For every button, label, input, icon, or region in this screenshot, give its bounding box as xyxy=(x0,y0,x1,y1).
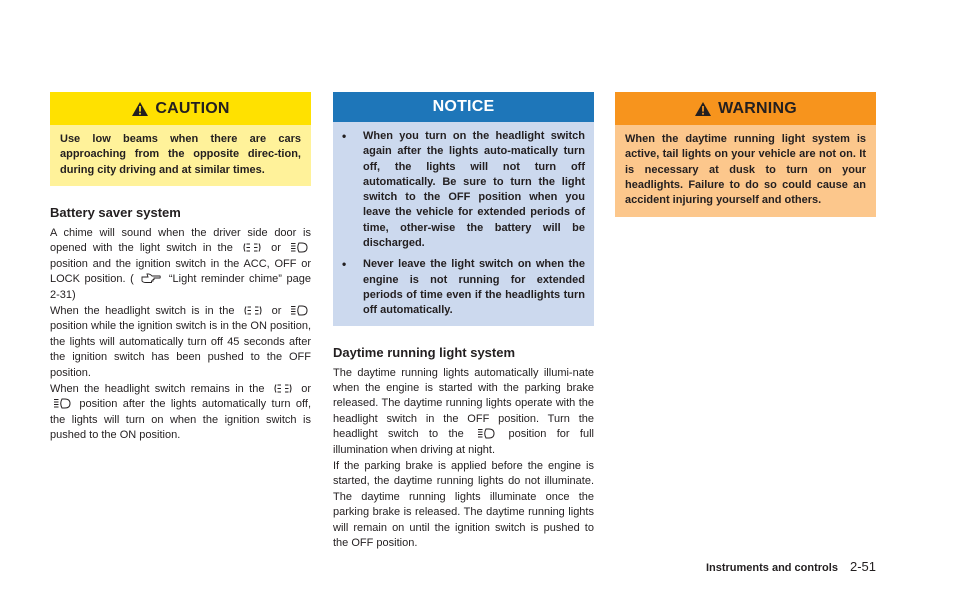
notice-item: • When you turn on the headlight switch again after the lights auto-matically turn off, the lights will not turn off automatically. Be sure to turn the light switch to the OFF position when you leave the vehicle for extended periods of time, other-wise the battery will be discharged. xyxy=(342,129,585,251)
headlight-icon xyxy=(477,428,495,439)
middle-column xyxy=(333,92,594,551)
notice-title: NOTICE xyxy=(432,98,495,115)
daytime-paragraph-2: If the parking brake is applied before the engine is started, the daytime running lights do not illuminate. The daytime running lights illuminate once the parking brake is released. The daytime running lights will remain on until the ignition switch is pushed to the OFF position. xyxy=(333,460,594,550)
battery-saver-paragraph-3: When the headlight switch remains in the or position after the lights automatically turn off, the lights will turn on when the ignition switch is pushed to the ON position. xyxy=(50,382,311,442)
warning-title: WARNING xyxy=(718,99,797,117)
notice-item: • Never leave the light switch on when the engine is not running for extended periods of time even if the headlights turn off automatically. xyxy=(342,257,585,318)
daytime-paragraph-1: The daytime running lights automatically illumi-nate when the engine is started with the parking brake released. The daytime running lights operate with the headlight switch in the OFF position. Turn the headlight switch to the position for full illumination when driving at night. xyxy=(333,366,594,456)
headlight-icon xyxy=(53,398,71,409)
caution-title: CAUTION xyxy=(155,99,230,117)
headlight-icon xyxy=(290,242,308,253)
page-number: 2-51 xyxy=(849,559,876,574)
notice-body xyxy=(333,122,594,326)
parking-light-icon xyxy=(273,383,293,394)
caution-header xyxy=(50,92,311,125)
footer-section-title: Instruments and controls xyxy=(705,562,838,574)
notice-box xyxy=(333,92,594,326)
parking-light-icon xyxy=(243,305,263,316)
battery-saver-paragraph-1: A chime will sound when the driver side door is opened with the light switch in the or position and the ignition switch in the ACC, OFF or LOCK position. ( “Light reminder chime” page 2-31) xyxy=(50,226,311,301)
warning-header xyxy=(615,92,876,125)
battery-saver-heading: Battery saver system xyxy=(50,204,181,220)
warning-text: When the daytime running light system is active, tail lights on your vehicle are not on. It is necessary at dusk to turn on your headlights. Failure to do so could cause an accident injuring yourself and others. xyxy=(615,125,876,217)
warning-box xyxy=(615,92,876,217)
pointing-hand-icon xyxy=(141,272,161,284)
left-column xyxy=(50,92,311,444)
battery-saver-paragraph-2: When the headlight switch is in the or position while the ignition switch is in the ON position, the lights will automatically turn off 45 seconds after the ignition switch has been pushed to the OFF position. xyxy=(50,304,311,379)
warning-triangle-icon xyxy=(694,101,712,117)
page-footer xyxy=(660,559,876,574)
headlight-icon xyxy=(290,305,308,316)
caution-text: Use low beams when there are cars approaching from the opposite direc-tion, during city driving and at similar times. xyxy=(50,125,311,186)
notice-header xyxy=(333,92,594,122)
caution-box xyxy=(50,92,311,186)
warning-triangle-icon xyxy=(131,101,149,117)
daytime-running-heading: Daytime running light system xyxy=(333,344,516,360)
right-column xyxy=(615,92,876,217)
parking-light-icon xyxy=(242,242,262,253)
